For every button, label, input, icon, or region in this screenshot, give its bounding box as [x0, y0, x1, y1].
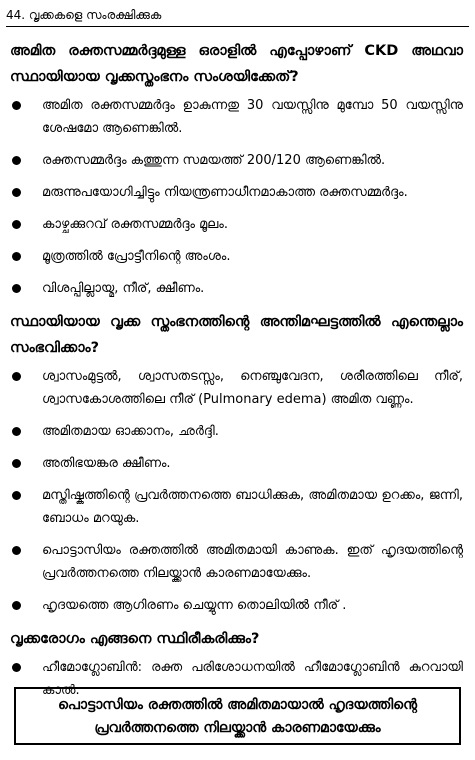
callout-line-1: പൊട്ടാസിയം രക്തത്തിൽ അമിതമായാൽ ഹൃദയത്തിന്റെ	[57, 697, 418, 713]
bullet-icon	[12, 220, 21, 229]
list-item	[10, 420, 463, 443]
list-item	[10, 484, 463, 530]
list-item-text: അമിതമായ ഓക്കാനം, ഛർദ്ദി.	[42, 424, 219, 439]
list-item	[10, 149, 463, 172]
bullet-icon	[12, 252, 21, 261]
bullet-icon	[12, 156, 21, 165]
list-item	[10, 452, 463, 475]
bullet-icon	[12, 427, 21, 436]
answer-list-1	[10, 94, 463, 300]
list-item	[10, 245, 463, 268]
list-item	[10, 277, 463, 300]
list-item-text: ഹീമോഗ്ലോബിൻ: രക്ത പരിശോധനയിൽ ഹീമോഗ്ലോബിൻ കുറവായി കാൽ.	[42, 660, 463, 698]
callout-box	[14, 687, 461, 745]
bullet-icon	[12, 546, 21, 555]
list-item-text: വിശപ്പില്ലായ്മ, നീര്, ക്ഷീണം.	[42, 281, 205, 296]
list-item-text: രക്തസമ്മർദ്ദം കത്തുന്ന സമയത്ത് 200/120 ആണെങ്കിൽ.	[42, 153, 386, 168]
answer-list-2	[10, 365, 463, 617]
running-header: 44. വൃക്കകളെ സംരക്ഷിക്കുക	[6, 4, 469, 27]
list-item-text: കാഴ്ചക്കുറവ് രക്തസമ്മർദ്ദം മൂലം.	[42, 217, 228, 232]
question-heading-1: അമിത രക്തസമ്മർദ്ദമുള്ള ഒരാളിൽ എപ്പോഴാണ് CKD അഥവാ സ്ഥായിയായ വൃക്കസ്തംഭനം സംശയിക്കേത്?	[10, 43, 463, 85]
question-heading-3: വൃക്കരോഗം എങ്ങനെ സ്ഥിരീകരിക്കും?	[10, 631, 260, 647]
list-item	[10, 213, 463, 236]
callout-line-2: പ്രവർത്തനത്തെ നിലയ്ക്കാൻ കാരണമായേക്കും	[94, 720, 381, 736]
bullet-icon	[12, 663, 21, 672]
list-item-text: അമിത രക്തസമ്മർദ്ദം ഉാകുന്നതു 30 വയസ്സിനു മുമ്പോ 50 വയസ്സിനു ശേഷമോ ആണെങ്കിൽ.	[42, 98, 463, 136]
list-item-text: മസ്തിഷ്കത്തിന്റെ പ്രവർത്തനത്തെ ബാധിക്കുക, അമിതമായ ഉറക്കം, ജന്നി, ബോധം മറയുക.	[42, 488, 463, 526]
list-item	[10, 539, 463, 585]
list-item-text: ശ്വാസംമുട്ടൽ, ശ്വാസതടസ്സം, നെഞ്ചുവേദന, ശരീരത്തിലെ നീര്, ശ്വാസകോശത്തിലെ നീര് (Pulmonary edema) അമിത വണ്ണം.	[42, 369, 463, 407]
bullet-icon	[12, 601, 21, 610]
list-item	[10, 181, 463, 204]
bullet-icon	[12, 491, 21, 500]
list-item	[10, 594, 463, 617]
list-item-text: അതിഭയങ്കര ക്ഷീണം.	[42, 456, 171, 471]
bullet-icon	[12, 372, 21, 381]
bullet-icon	[12, 284, 21, 293]
list-item-text: മൂത്രത്തിൽ പ്രോട്ടീനിന്റെ അംശം.	[42, 249, 231, 264]
list-item	[10, 94, 463, 140]
bullet-icon	[12, 459, 21, 468]
page-content	[10, 38, 463, 711]
bullet-icon	[12, 101, 21, 110]
question-heading-2: സ്ഥായിയായ വൃക്ക സ്തംഭനത്തിന്റെ അന്തിമഘട്ടത്തിൽ എന്തെല്ലാം സംഭവിക്കാം?	[10, 314, 463, 356]
list-item-text: ഹൃദയത്തെ ആഗിരണം ചെയ്യുന്ന തൊലിയിൽ നീര് .	[42, 598, 347, 613]
list-item-text: മരുന്നുപയോഗിച്ചിട്ടും നിയന്ത്രണാധീനമാകാത്ത രക്തസമ്മർദ്ദം.	[42, 185, 408, 200]
list-item-text: പൊട്ടാസിയം രക്തത്തിൽ അമിതമായി കാണുക. ഇത് ഹൃദയത്തിന്റെ പ്രവർത്തനത്തെ നിലയ്ക്കാൻ കാരണമായേക്കും.	[42, 543, 463, 581]
bullet-icon	[12, 188, 21, 197]
list-item	[10, 365, 463, 411]
